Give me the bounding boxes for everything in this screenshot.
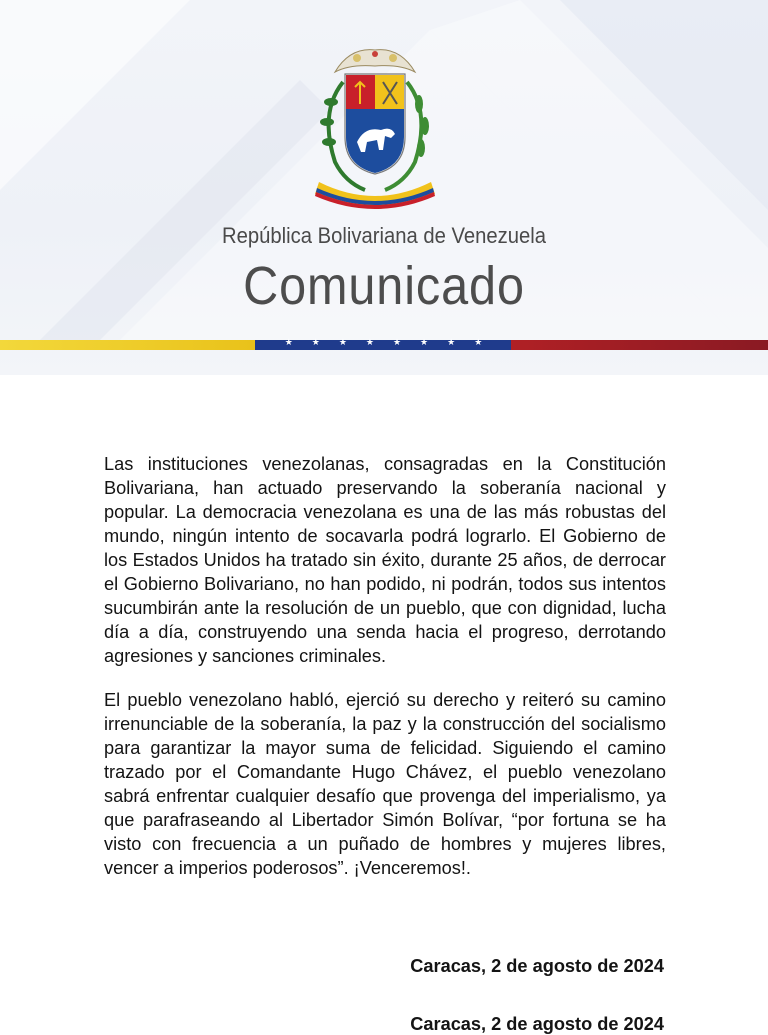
stars-icon: ★★★★★★★★ <box>284 337 502 347</box>
paragraph-2: El pueblo venezolano habló, ejerció su derecho y reiteró su camino irrenunciable de la soberanía, la paz y la construcción del socialismo para garantizar la mayor suma de felicidad. Siguiendo el camino trazado por el Comandante Hugo Chávez, el pueblo venezolano sabrá enfrentar cualquier desafío que provenga del imperialismo, ya que parafraseando al Libertador Simón Bolívar, “por fortuna se ha visto con frecuencia a un puñado de hombres y mujeres libres, vencer a imperios poderosos”. ¡Venceremos!. <box>104 690 666 878</box>
signoff-repeat-text: Caracas, 2 de agosto de 2024 <box>410 1014 664 1034</box>
coat-of-arms-icon <box>305 42 445 212</box>
republic-name: República Bolivariana de Venezuela <box>221 223 547 248</box>
paragraph-1: Las instituciones venezolanas, consagradas en la Constitución Bolivariana, han actuado preservando la soberanía nacional y popular. La democracia venezolana es una de las más robustas del mundo, ningún intento de socavarla podrá lograrlo. El Gobierno de los Estados Unidos ha tratado sin éxito, durante 25 años, de derrocar el Gobierno Bolivariano, no han podido, ni podrán, todos sus intentos sucumbirán ante la resolución de un pueblo, que con dignidad, lucha día a día, construyendo una senda hacia el progreso, derrotando agresiones y sanciones criminales. <box>104 454 666 666</box>
page-title: Comunicado <box>243 256 525 316</box>
flag-stripe-yellow <box>0 340 255 350</box>
flag-stripe-blue <box>255 337 511 350</box>
flag-stripe-red <box>511 340 768 350</box>
flag-stripe <box>0 337 768 350</box>
communique-body <box>104 452 666 900</box>
communique-header <box>0 0 768 375</box>
signoff-repeat-cropped <box>410 1014 664 1034</box>
signoff-place-date: Caracas, 2 de agosto de 2024 <box>410 956 664 976</box>
